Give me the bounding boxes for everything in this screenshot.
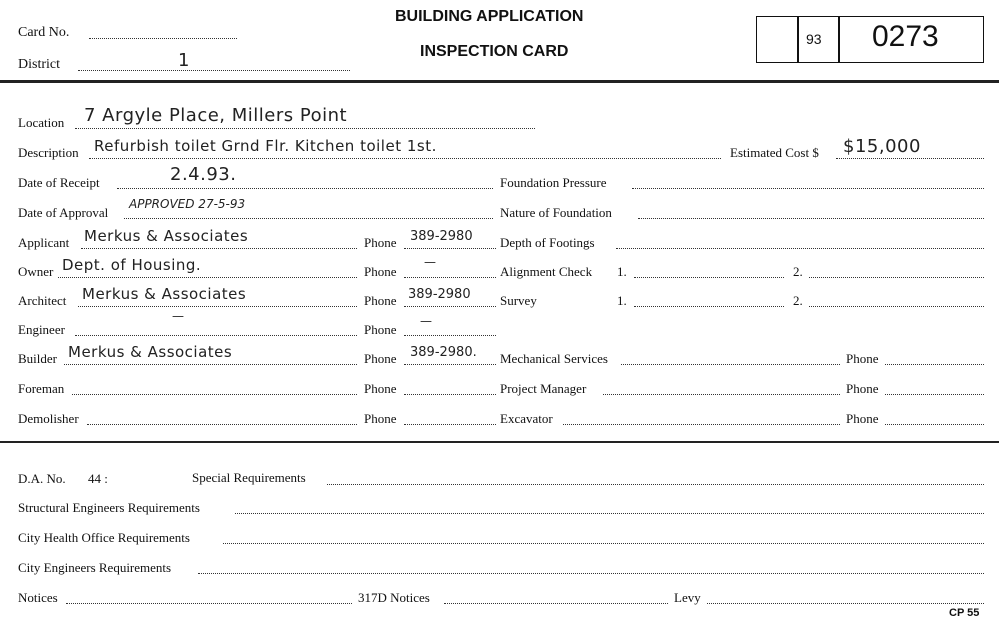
builder-field[interactable] [64,364,357,365]
engineer-label: Engineer [18,322,65,337]
demolisher-label: Demolisher [18,411,79,426]
alignment-check-1-field[interactable] [634,277,784,278]
survey-label: Survey [500,293,537,308]
architect-phone-field[interactable] [404,306,496,307]
city-health-label: City Health Office Requirements [18,530,190,545]
district-field[interactable] [78,70,350,71]
levy-field[interactable] [707,603,984,604]
demolisher-field[interactable] [87,424,357,425]
city-engineers-label: City Engineers Requirements [18,560,172,575]
project-manager-phone-field[interactable] [885,394,984,395]
notices-317d-label: 317D Notices [358,590,430,605]
architect-label: Architect [18,293,67,308]
survey-2-label: 2. [793,293,803,308]
date-of-approval-label: Date of Approval [18,205,109,220]
structural-engineers-label: Structural Engineers Requirements [18,500,200,515]
builder-label: Builder [18,351,57,366]
nature-of-foundation-label: Nature of Foundation [500,205,612,220]
engineer-value: — [172,309,184,323]
owner-label: Owner [18,264,54,279]
district-label: District [18,57,60,72]
special-requirements-field[interactable] [327,484,984,485]
builder-phone-field[interactable] [404,364,496,365]
card-no-field[interactable] [89,38,237,39]
survey-1-label: 1. [617,293,627,308]
depth-of-footings-label: Depth of Footings [500,235,595,250]
owner-phone-field[interactable] [404,277,496,278]
survey-1-field[interactable] [634,306,784,307]
da-no-value: 44 : [88,471,108,486]
demolisher-phone-field[interactable] [404,424,496,425]
nature-of-foundation-field[interactable] [638,218,984,219]
da-no-label: D.A. No. [18,471,66,486]
description-field[interactable] [89,158,721,159]
foreman-field[interactable] [72,394,357,395]
notices-field[interactable] [66,603,352,604]
excavator-phone-field[interactable] [885,424,984,425]
mechanical-services-phone-label: Phone [846,351,879,366]
owner-value: Dept. of Housing. [62,256,202,274]
applicant-phone-label: Phone [364,235,397,250]
alignment-check-label: Alignment Check [500,264,593,279]
applicant-value: Merkus & Associates [84,227,249,245]
alignment-check-2-label: 2. [793,264,803,279]
section-divider [0,441,999,443]
engineer-field[interactable] [75,335,357,336]
excavator-phone-label: Phone [846,411,879,426]
structural-engineers-field[interactable] [235,513,984,514]
excavator-label: Excavator [500,411,553,426]
id-box-blank [756,16,799,63]
alignment-check-1-label: 1. [617,264,627,279]
engineer-phone-field[interactable] [404,335,496,336]
engineer-phone-label: Phone [364,322,397,337]
owner-phone-value: — [424,255,436,269]
location-label: Location [18,115,65,130]
header-divider [0,80,999,83]
description-value: Refurbish toilet Grnd Flr. Kitchen toilet 1st. [94,137,437,155]
form-title-line2: INSPECTION CARD [420,43,569,60]
mechanical-services-field[interactable] [621,364,840,365]
estimated-cost-label: Estimated Cost $ [730,145,819,160]
estimated-cost-value: $15,000 [843,136,921,157]
owner-phone-label: Phone [364,264,397,279]
foreman-label: Foreman [18,381,65,396]
demolisher-phone-label: Phone [364,411,397,426]
applicant-label: Applicant [18,235,70,250]
date-of-receipt-label: Date of Receipt [18,175,100,190]
applicant-phone-value: 389-2980 [410,229,473,244]
project-manager-phone-label: Phone [846,381,879,396]
levy-label: Levy [674,590,701,605]
city-engineers-field[interactable] [198,573,984,574]
foundation-pressure-field[interactable] [632,188,984,189]
applicant-field[interactable] [81,248,357,249]
project-manager-field[interactable] [603,394,840,395]
form-title-line1: BUILDING APPLICATION [395,8,584,25]
year-value: 93 [806,31,822,47]
description-label: Description [18,145,79,160]
depth-of-footings-field[interactable] [616,248,984,249]
foreman-phone-label: Phone [364,381,397,396]
applicant-phone-field[interactable] [404,248,496,249]
form-code: CP 55 [949,607,980,619]
card-number: 0273 [872,20,939,53]
special-requirements-label: Special Requirements [192,470,306,485]
excavator-field[interactable] [563,424,840,425]
notices-label: Notices [18,590,58,605]
date-of-receipt-field[interactable] [117,188,493,189]
builder-phone-value: 389-2980. [410,345,477,360]
location-field[interactable] [75,128,535,129]
foreman-phone-field[interactable] [404,394,496,395]
district-value: 1 [178,50,190,71]
estimated-cost-field[interactable] [836,158,984,159]
architect-phone-label: Phone [364,293,397,308]
architect-value: Merkus & Associates [82,285,247,303]
engineer-phone-value: — [420,314,432,328]
survey-2-field[interactable] [809,306,984,307]
builder-value: Merkus & Associates [68,343,233,361]
mechanical-services-label: Mechanical Services [500,351,608,366]
architect-phone-value: 389-2980 [408,287,471,302]
owner-field[interactable] [58,277,357,278]
alignment-check-2-field[interactable] [809,277,984,278]
foundation-pressure-label: Foundation Pressure [500,175,607,190]
project-manager-label: Project Manager [500,381,587,396]
notices-317d-field[interactable] [444,603,668,604]
date-of-approval-field[interactable] [124,218,493,219]
architect-field[interactable] [78,306,357,307]
location-value: 7 Argyle Place, Millers Point [84,105,348,126]
city-health-field[interactable] [223,543,984,544]
mechanical-services-phone-field[interactable] [885,364,984,365]
date-of-approval-value: APPROVED 27-5-93 [129,197,246,211]
date-of-receipt-value: 2.4.93. [170,164,237,185]
card-no-label: Card No. [18,25,70,40]
builder-phone-label: Phone [364,351,397,366]
